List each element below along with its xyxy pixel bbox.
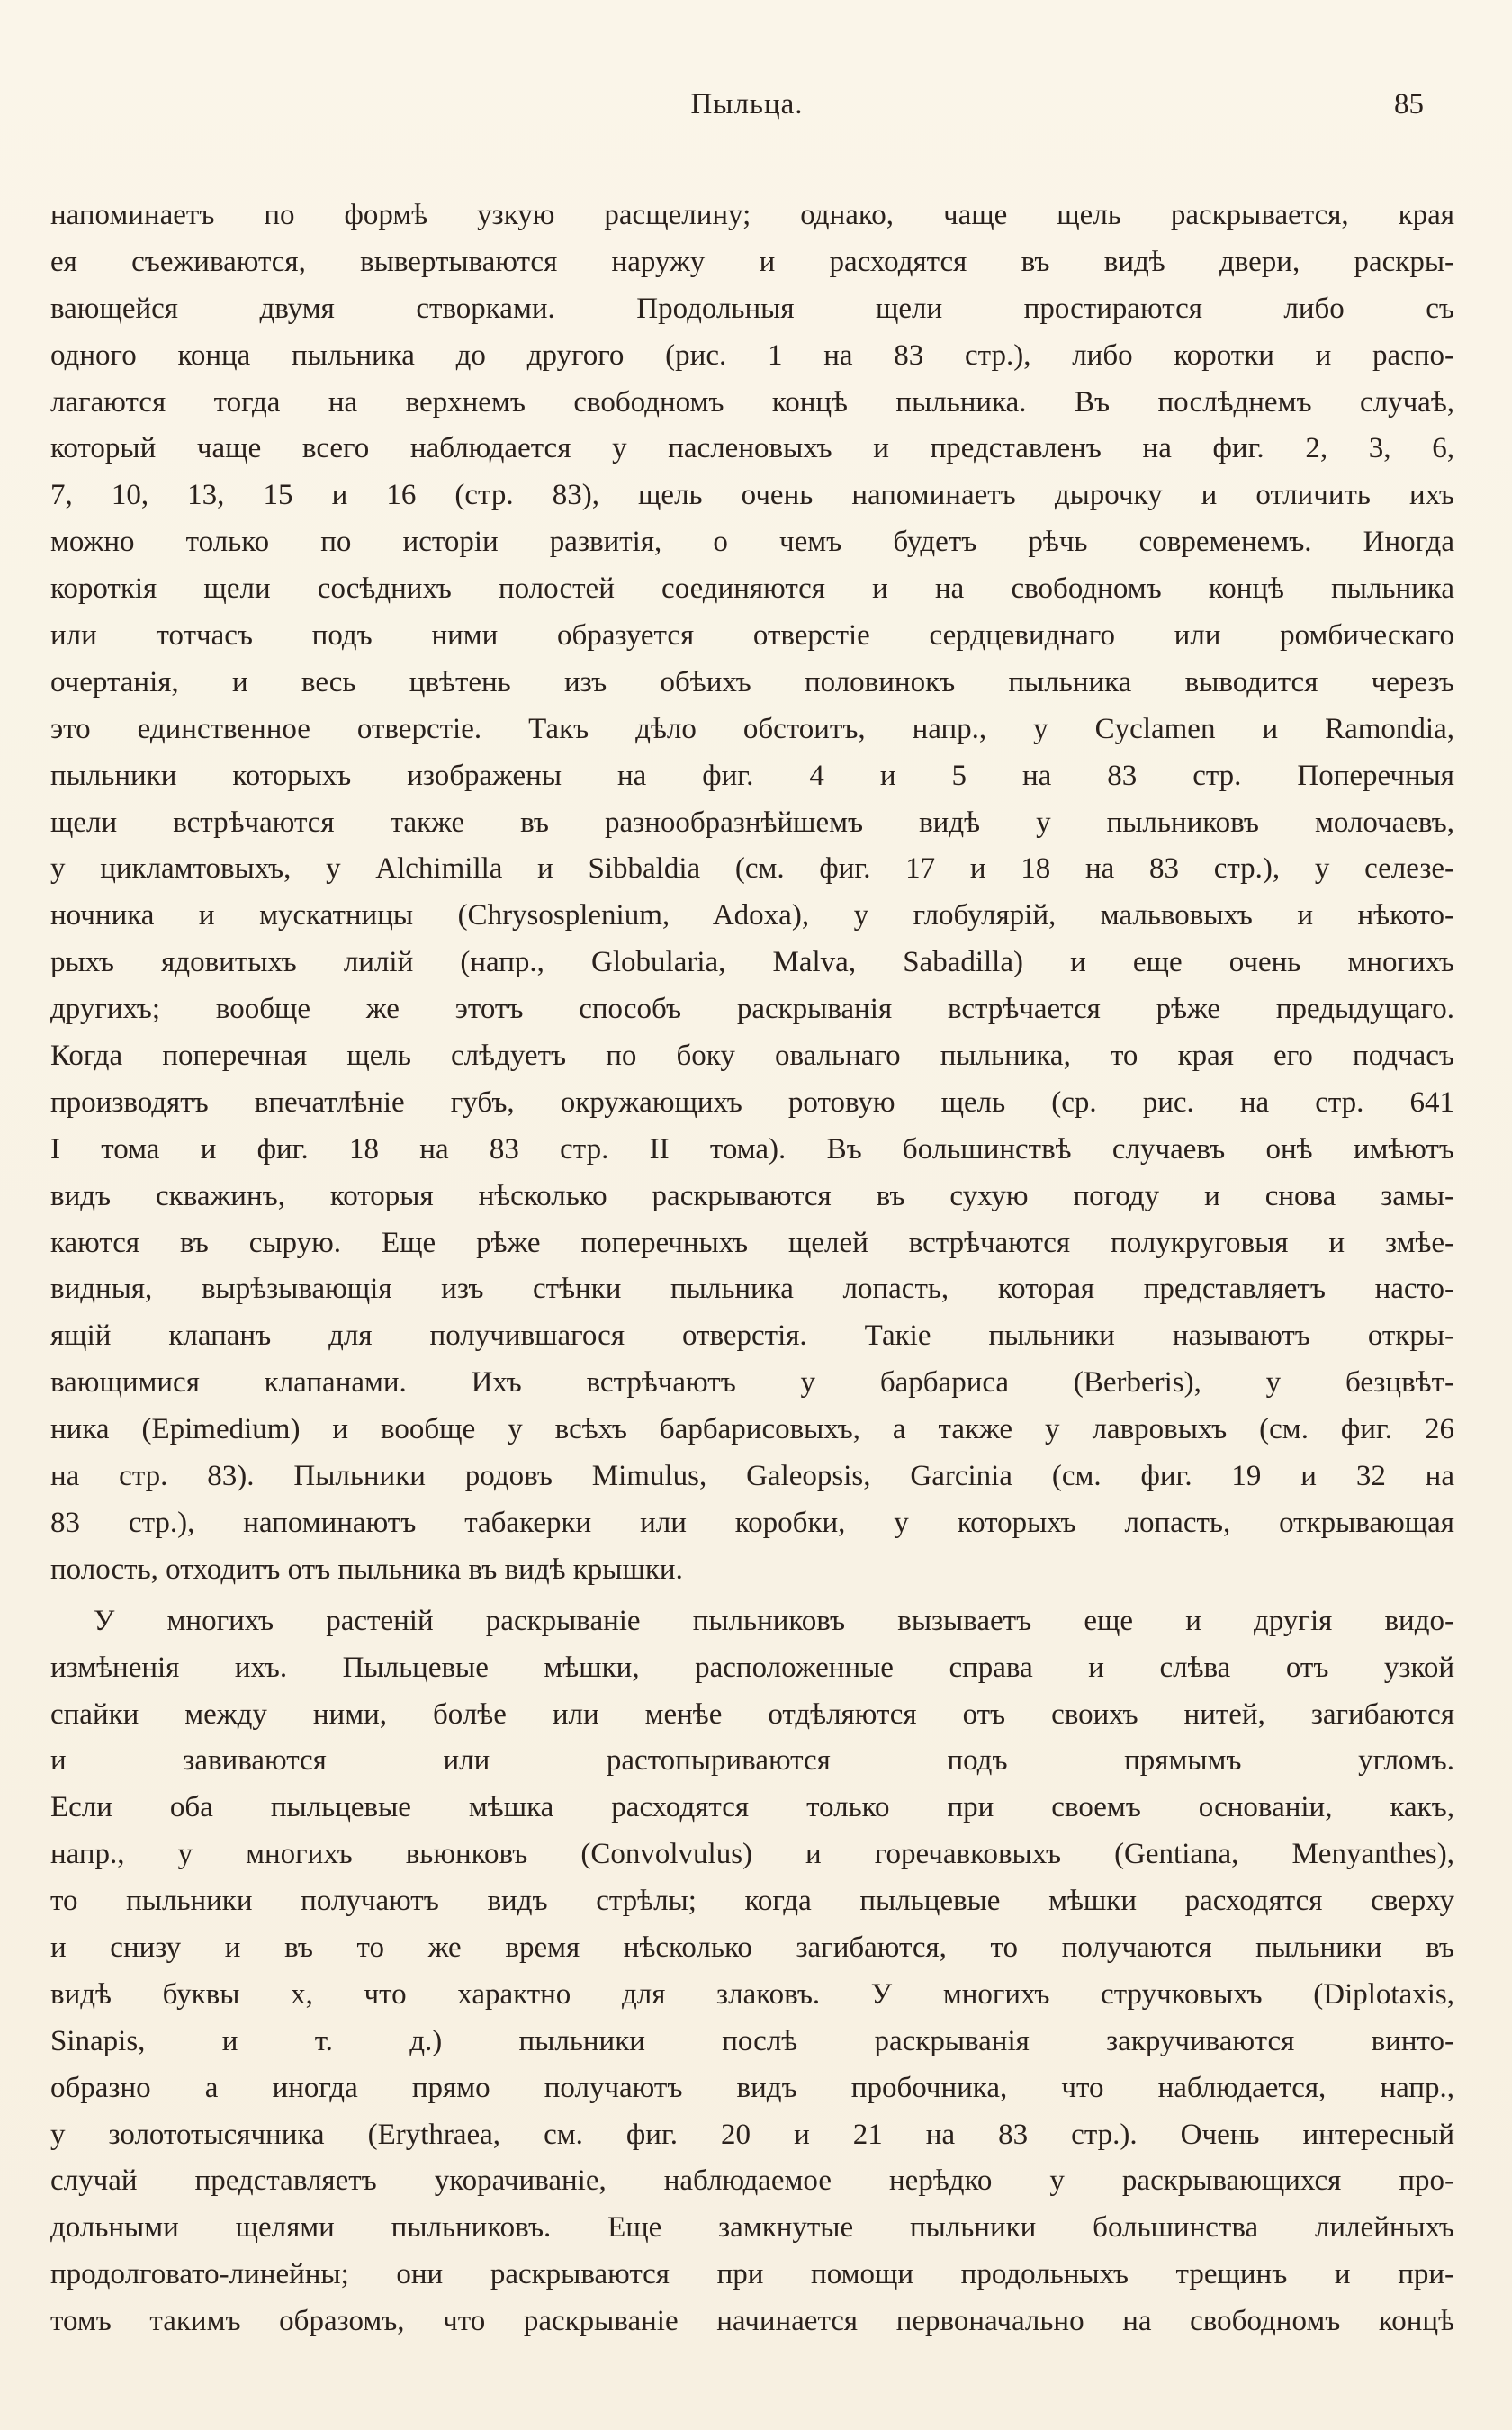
text-line: вающимися клапанами. Ихъ встрѣчаютъ у барбариса (Berberis), у безцвѣт- — [50, 1366, 1454, 1400]
text-line: ночника и мускатницы (Chrysosplenium, Adoxa), у глобулярій, мальвовыхъ и нѣкото- — [50, 899, 1454, 932]
text-line: каются въ сырую. Еще рѣже поперечныхъ щелей встрѣчаются полукруговыя и змѣе- — [50, 1226, 1454, 1259]
text-line: щели встрѣчаются также въ разнообразнѣйшемъ видѣ у пыльниковъ молочаевъ, — [50, 806, 1454, 839]
text-line: Когда поперечная щель слѣдуетъ по боку овальнаго пыльника, то края его подчасъ — [50, 1040, 1454, 1073]
running-head — [36, 88, 1458, 133]
text-line: который чаще всего наблюдается у пасленовыхъ и представленъ на фиг. 2, 3, 6, — [50, 432, 1454, 465]
running-title: Пыльца. — [690, 88, 804, 121]
text-line: очертанія, и весь цвѣтень изъ обѣихъ половинокъ пыльника выводится черезъ — [50, 665, 1454, 698]
page-number: 85 — [1394, 88, 1424, 121]
text-line: I тома и фиг. 18 на 83 стр. II тома). Въ большинствѣ случаевъ онѣ имѣютъ — [50, 1132, 1454, 1166]
text-line: и завиваются или растопыриваются подъ прямымъ угломъ. — [50, 1744, 1454, 1778]
text-line: можно только по исторіи развитія, о чемъ будетъ рѣчь современемъ. Иногда — [50, 526, 1454, 559]
paragraph — [50, 1598, 1454, 2345]
text-line: или тотчасъ подъ ними образуется отверстіе сердцевиднаго или ромбическаго — [50, 619, 1454, 652]
text-line: и снизу и въ то же время нѣсколько загибаются, то получаются пыльники въ — [50, 1930, 1454, 1964]
text-line: лагаются тогда на верхнемъ свободномъ концѣ пыльника. Въ послѣднемъ случаѣ, — [50, 385, 1454, 418]
text-line: пыльники которыхъ изображены на фиг. 4 и 5 на 83 стр. Поперечныя — [50, 759, 1454, 792]
text-line: напоминаетъ по формѣ узкую расщелину; однако, чаще щель раскрывается, края — [50, 199, 1454, 231]
text-line: это единственное отверстіе. Такъ дѣло обстоитъ, напр., у Cyclamen и Ramondia, — [50, 712, 1454, 745]
text-line: томъ такимъ образомъ, что раскрываніе начинается первоначально на свободномъ концѣ — [50, 2305, 1454, 2338]
text-line: то пыльники получаютъ видъ стрѣлы; когда пыльцевые мѣшки расходятся сверху — [50, 1885, 1454, 1918]
body-text — [50, 193, 1454, 2345]
text-line: Sinapis, и т. д.) пыльники послѣ раскрыванія закручиваются винто- — [50, 2024, 1454, 2057]
text-line: другихъ; вообще же этотъ способъ раскрыванія встрѣчается рѣже предыдущаго. — [50, 993, 1454, 1026]
text-line: дольными щелями пыльниковъ. Еще замкнутые пыльники большинства лилейныхъ — [50, 2211, 1454, 2245]
text-line: ея съеживаются, вывертываются наружу и расходятся въ видѣ двери, раскры- — [50, 245, 1454, 278]
text-line: спайки между ними, болѣе или менѣе отдѣляются отъ своихъ нитей, загибаются — [50, 1697, 1454, 1731]
paragraph — [50, 193, 1454, 1594]
text-line: у золототысячника (Erythraea, см. фиг. 20 и 21 на 83 стр.). Очень интересный — [50, 2118, 1454, 2151]
text-line: у цикламтовыхъ, у Alchimilla и Sibbaldia (см. фиг. 17 и 18 на 83 стр.), у селезе- — [50, 852, 1454, 886]
text-line: на стр. 83). Пыльники родовъ Mimulus, Galeopsis, Garcinia (см. фиг. 19 и 32 на — [50, 1460, 1454, 1493]
text-line: У многихъ растеній раскрываніе пыльниковъ вызываетъ еще и другія видо- — [94, 1604, 1454, 1637]
text-line: 7, 10, 13, 15 и 16 (стр. 83), щель очень напоминаетъ дырочку и отличить ихъ — [50, 479, 1454, 512]
text-line: вающейся двумя створками. Продольныя щели простираются либо съ — [50, 292, 1454, 325]
text-line: напр., у многихъ вьюнковъ (Convolvulus) и горечавковыхъ (Gentiana, Menyanthes), — [50, 1838, 1454, 1871]
text-line: видныя, вырѣзывающія изъ стѣнки пыльника лопасть, которая представляетъ насто- — [50, 1273, 1454, 1306]
text-line: полость, отходитъ отъ пыльника въ видѣ крышки. — [50, 1552, 683, 1586]
text-line: 83 стр.), напоминаютъ табакерки или коробки, у которыхъ лопасть, открывающая — [50, 1506, 1454, 1539]
text-line: случай представляетъ укорачиваніе, наблюдаемое нерѣдко у раскрывающихся про- — [50, 2164, 1454, 2198]
text-line: производятъ впечатлѣніе губъ, окружающихъ ротовую щель (ср. рис. на стр. 641 — [50, 1085, 1454, 1119]
text-line: рыхъ ядовитыхъ лилій (напр., Globularia, Malva, Sabadilla) и еще очень многихъ — [50, 946, 1454, 979]
text-line: измѣненія ихъ. Пыльцевые мѣшки, расположенные справа и слѣва отъ узкой — [50, 1651, 1454, 1684]
text-line: ника (Epimedium) и вообще у всѣхъ барбарисовыхъ, а также у лавровыхъ (см. фиг. 26 — [50, 1413, 1454, 1446]
text-line: Если оба пыльцевые мѣшка расходятся только при своемъ основаніи, какъ, — [50, 1791, 1454, 1824]
text-line: одного конца пыльника до другого (рис. 1 на 83 стр.), либо коротки и распо- — [50, 338, 1454, 372]
text-line: видъ скважинъ, которыя нѣсколько раскрываются въ сухую погоду и снова замы- — [50, 1179, 1454, 1212]
text-line: продолговато-линейны; они раскрываются при помощи продольныхъ трещинъ и при- — [50, 2258, 1454, 2291]
text-line: видѣ буквы x, что характно для злаковъ. У многихъ стручковыхъ (Diplotaxis, — [50, 1977, 1454, 2011]
text-line: образно а иногда прямо получаютъ видъ пробочника, что наблюдается, напр., — [50, 2071, 1454, 2104]
text-line: ящій клапанъ для получившагося отверстія. Такіе пыльники называютъ откры- — [50, 1319, 1454, 1353]
text-line: короткія щели сосѣднихъ полостей соединяются и на свободномъ концѣ пыльника — [50, 572, 1454, 606]
